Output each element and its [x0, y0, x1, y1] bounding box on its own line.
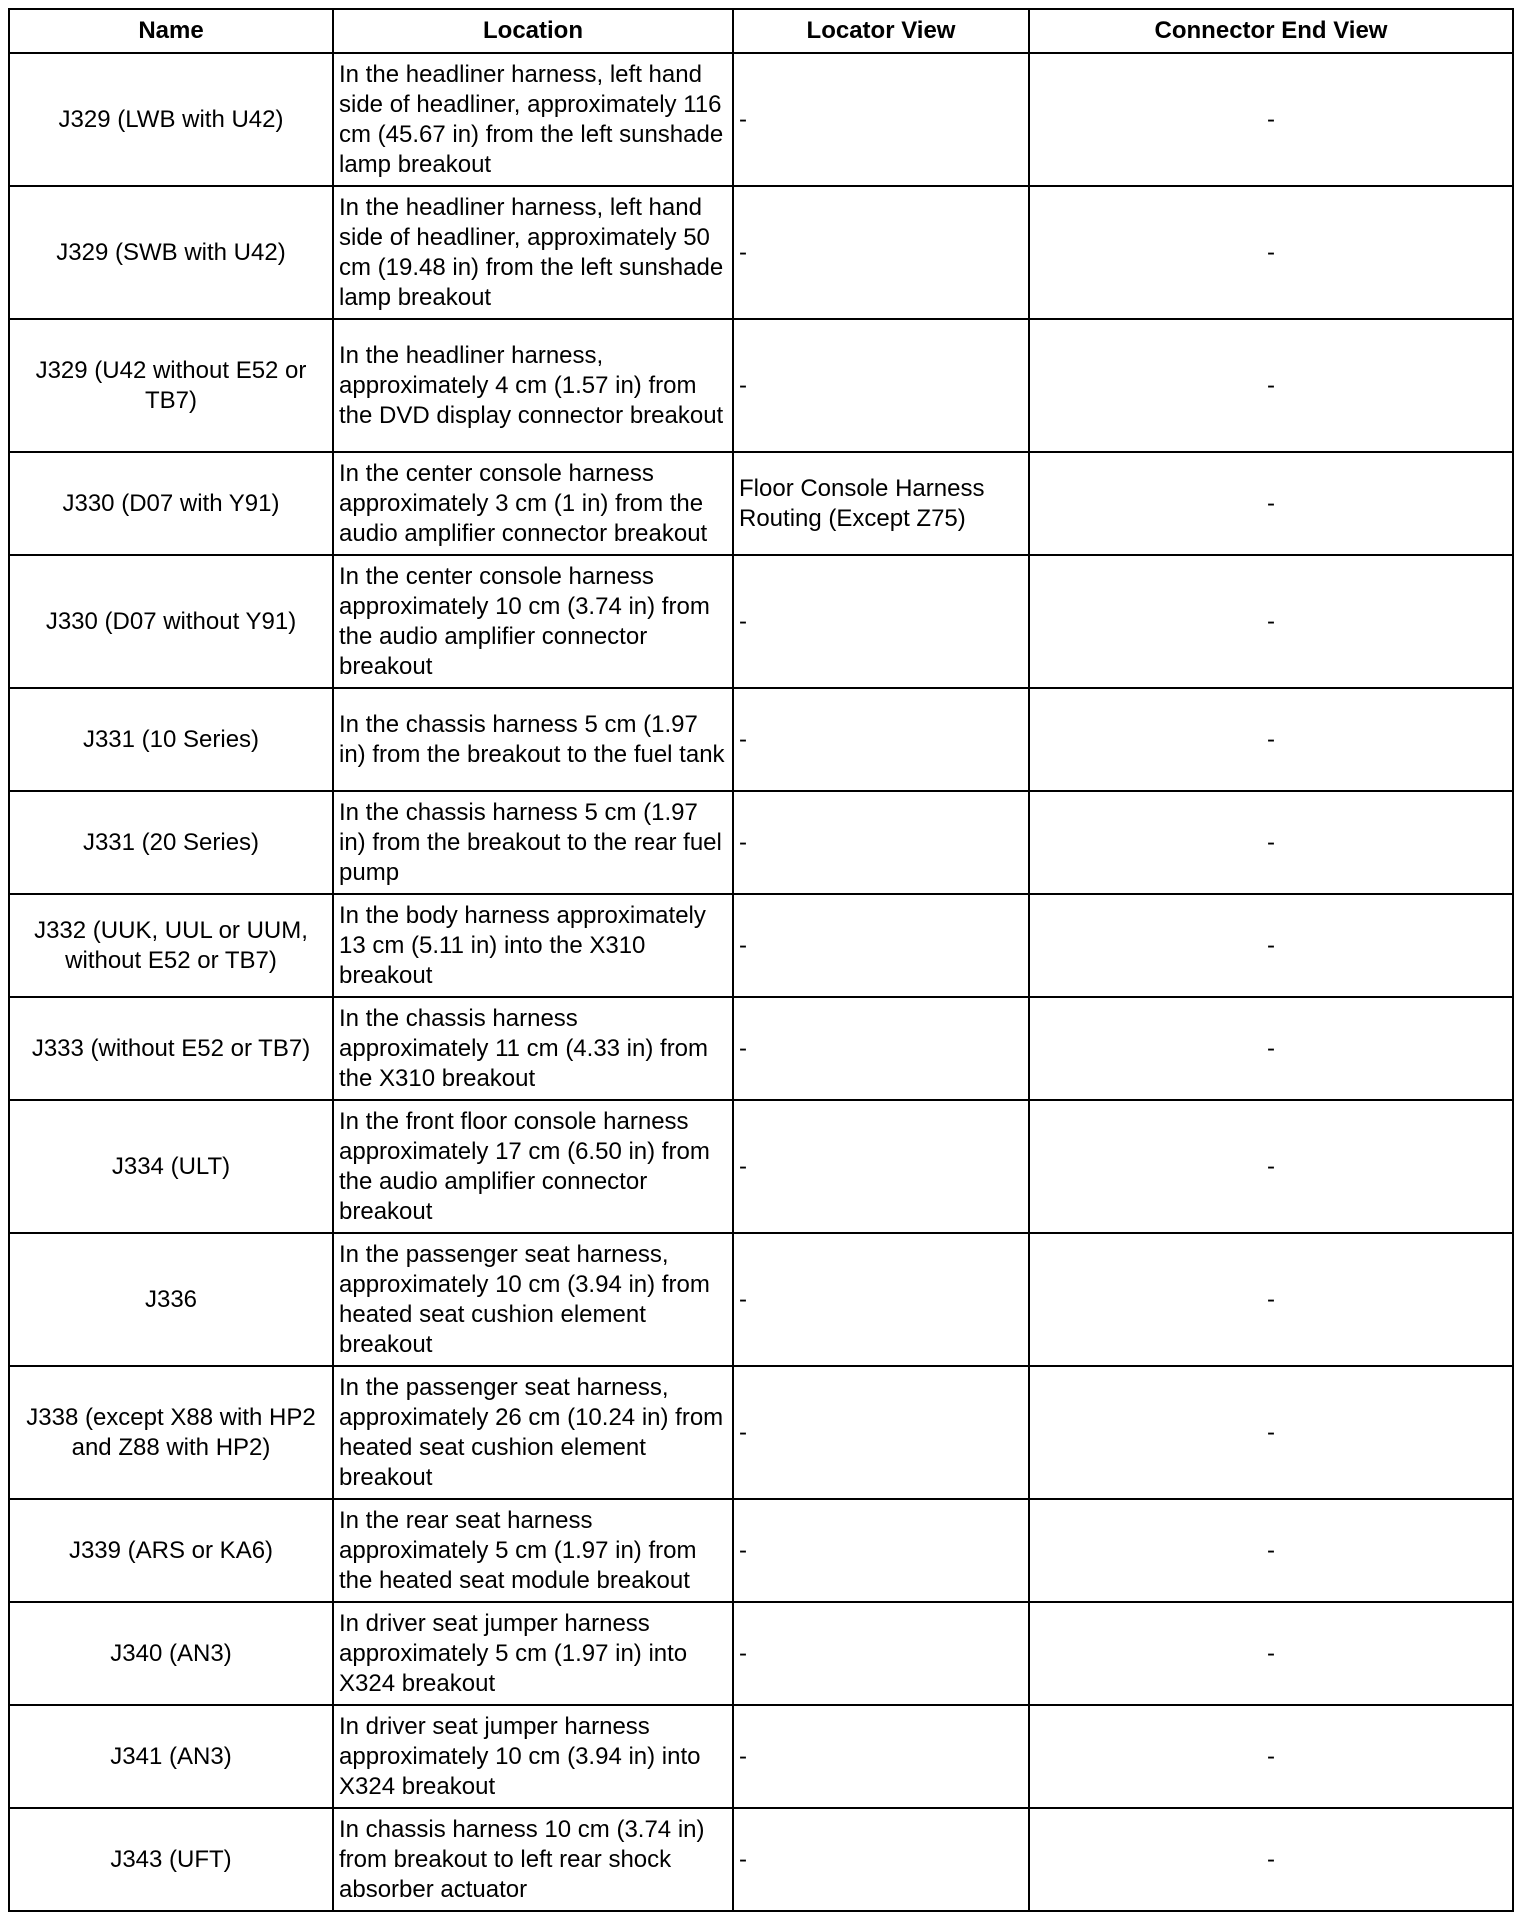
header-name: Name — [9, 9, 333, 53]
table-row — [9, 319, 1513, 452]
cell-connector-end-view: - — [1029, 319, 1513, 452]
cell-connector-end-view: - — [1029, 791, 1513, 894]
cell-name: J329 (U42 without E52 or TB7) — [9, 319, 333, 452]
cell-location: In the headliner harness, approximately 4 cm (1.57 in) from the DVD display connector breakout — [333, 319, 733, 452]
cell-locator-view: - — [733, 1233, 1029, 1366]
cell-location: In chassis harness 10 cm (3.74 in) from breakout to left rear shock absorber actuator — [333, 1808, 733, 1911]
cell-connector-end-view: - — [1029, 894, 1513, 997]
table-row — [9, 1499, 1513, 1602]
cell-location: In the passenger seat harness, approximately 10 cm (3.94 in) from heated seat cushion element breakout — [333, 1233, 733, 1366]
cell-name: J333 (without E52 or TB7) — [9, 997, 333, 1100]
cell-location: In driver seat jumper harness approximately 5 cm (1.97 in) into X324 breakout — [333, 1602, 733, 1705]
table-row — [9, 1602, 1513, 1705]
header-location: Location — [333, 9, 733, 53]
cell-connector-end-view: - — [1029, 688, 1513, 791]
cell-location: In the chassis harness 5 cm (1.97 in) from the breakout to the rear fuel pump — [333, 791, 733, 894]
cell-locator-view: - — [733, 186, 1029, 319]
cell-locator-view: - — [733, 894, 1029, 997]
cell-locator-view: - — [733, 791, 1029, 894]
cell-location: In the headliner harness, left hand side of headliner, approximately 116 cm (45.67 in) from the left sunshade lamp breakout — [333, 53, 733, 186]
cell-connector-end-view: - — [1029, 1705, 1513, 1808]
cell-connector-end-view: - — [1029, 555, 1513, 688]
cell-name: J343 (UFT) — [9, 1808, 333, 1911]
cell-location: In the passenger seat harness, approximately 26 cm (10.24 in) from heated seat cushion element breakout — [333, 1366, 733, 1499]
cell-connector-end-view: - — [1029, 1602, 1513, 1705]
table-row — [9, 1100, 1513, 1233]
cell-name: J330 (D07 without Y91) — [9, 555, 333, 688]
cell-locator-view: - — [733, 555, 1029, 688]
cell-location: In the headliner harness, left hand side of headliner, approximately 50 cm (19.48 in) from the left sunshade lamp breakout — [333, 186, 733, 319]
cell-location: In the center console harness approximately 10 cm (3.74 in) from the audio amplifier connector breakout — [333, 555, 733, 688]
cell-name: J340 (AN3) — [9, 1602, 333, 1705]
cell-locator-view: - — [733, 1366, 1029, 1499]
cell-locator-view: - — [733, 1100, 1029, 1233]
connector-table-container — [8, 8, 1512, 1912]
cell-location: In the center console harness approximately 3 cm (1 in) from the audio amplifier connector breakout — [333, 452, 733, 555]
cell-locator-view: Floor Console Harness Routing (Except Z75) — [733, 452, 1029, 555]
cell-connector-end-view: - — [1029, 1808, 1513, 1911]
table-row — [9, 452, 1513, 555]
header-locator-view: Locator View — [733, 9, 1029, 53]
cell-name: J332 (UUK, UUL or UUM, without E52 or TB7) — [9, 894, 333, 997]
cell-location: In the front floor console harness approximately 17 cm (6.50 in) from the audio amplifier connector breakout — [333, 1100, 733, 1233]
cell-location: In the chassis harness 5 cm (1.97 in) from the breakout to the fuel tank — [333, 688, 733, 791]
cell-connector-end-view: - — [1029, 452, 1513, 555]
cell-name: J341 (AN3) — [9, 1705, 333, 1808]
table-row — [9, 1705, 1513, 1808]
table-row — [9, 1233, 1513, 1366]
cell-name: J330 (D07 with Y91) — [9, 452, 333, 555]
cell-name: J329 (LWB with U42) — [9, 53, 333, 186]
cell-location: In driver seat jumper harness approximately 10 cm (3.94 in) into X324 breakout — [333, 1705, 733, 1808]
cell-locator-view: - — [733, 1808, 1029, 1911]
cell-location: In the body harness approximately 13 cm (5.11 in) into the X310 breakout — [333, 894, 733, 997]
cell-connector-end-view: - — [1029, 53, 1513, 186]
header-connector-end-view: Connector End View — [1029, 9, 1513, 53]
cell-name: J338 (except X88 with HP2 and Z88 with HP2) — [9, 1366, 333, 1499]
table-header-row — [9, 9, 1513, 53]
cell-locator-view: - — [733, 319, 1029, 452]
cell-name: J336 — [9, 1233, 333, 1366]
cell-connector-end-view: - — [1029, 1499, 1513, 1602]
cell-locator-view: - — [733, 997, 1029, 1100]
cell-locator-view: - — [733, 53, 1029, 186]
cell-connector-end-view: - — [1029, 1100, 1513, 1233]
table-row — [9, 688, 1513, 791]
cell-connector-end-view: - — [1029, 186, 1513, 319]
cell-name: J334 (ULT) — [9, 1100, 333, 1233]
connector-location-table — [8, 8, 1514, 1912]
cell-connector-end-view: - — [1029, 1366, 1513, 1499]
cell-locator-view: - — [733, 1602, 1029, 1705]
table-row — [9, 894, 1513, 997]
cell-connector-end-view: - — [1029, 1233, 1513, 1366]
cell-location: In the rear seat harness approximately 5 cm (1.97 in) from the heated seat module breakout — [333, 1499, 733, 1602]
cell-locator-view: - — [733, 1705, 1029, 1808]
table-row — [9, 1366, 1513, 1499]
table-row — [9, 997, 1513, 1100]
cell-name: J329 (SWB with U42) — [9, 186, 333, 319]
cell-name: J331 (20 Series) — [9, 791, 333, 894]
cell-location: In the chassis harness approximately 11 cm (4.33 in) from the X310 breakout — [333, 997, 733, 1100]
table-row — [9, 555, 1513, 688]
cell-locator-view: - — [733, 1499, 1029, 1602]
cell-locator-view: - — [733, 688, 1029, 791]
cell-connector-end-view: - — [1029, 997, 1513, 1100]
table-row — [9, 1808, 1513, 1911]
table-row — [9, 186, 1513, 319]
table-row — [9, 791, 1513, 894]
cell-name: J331 (10 Series) — [9, 688, 333, 791]
cell-name: J339 (ARS or KA6) — [9, 1499, 333, 1602]
table-row — [9, 53, 1513, 186]
